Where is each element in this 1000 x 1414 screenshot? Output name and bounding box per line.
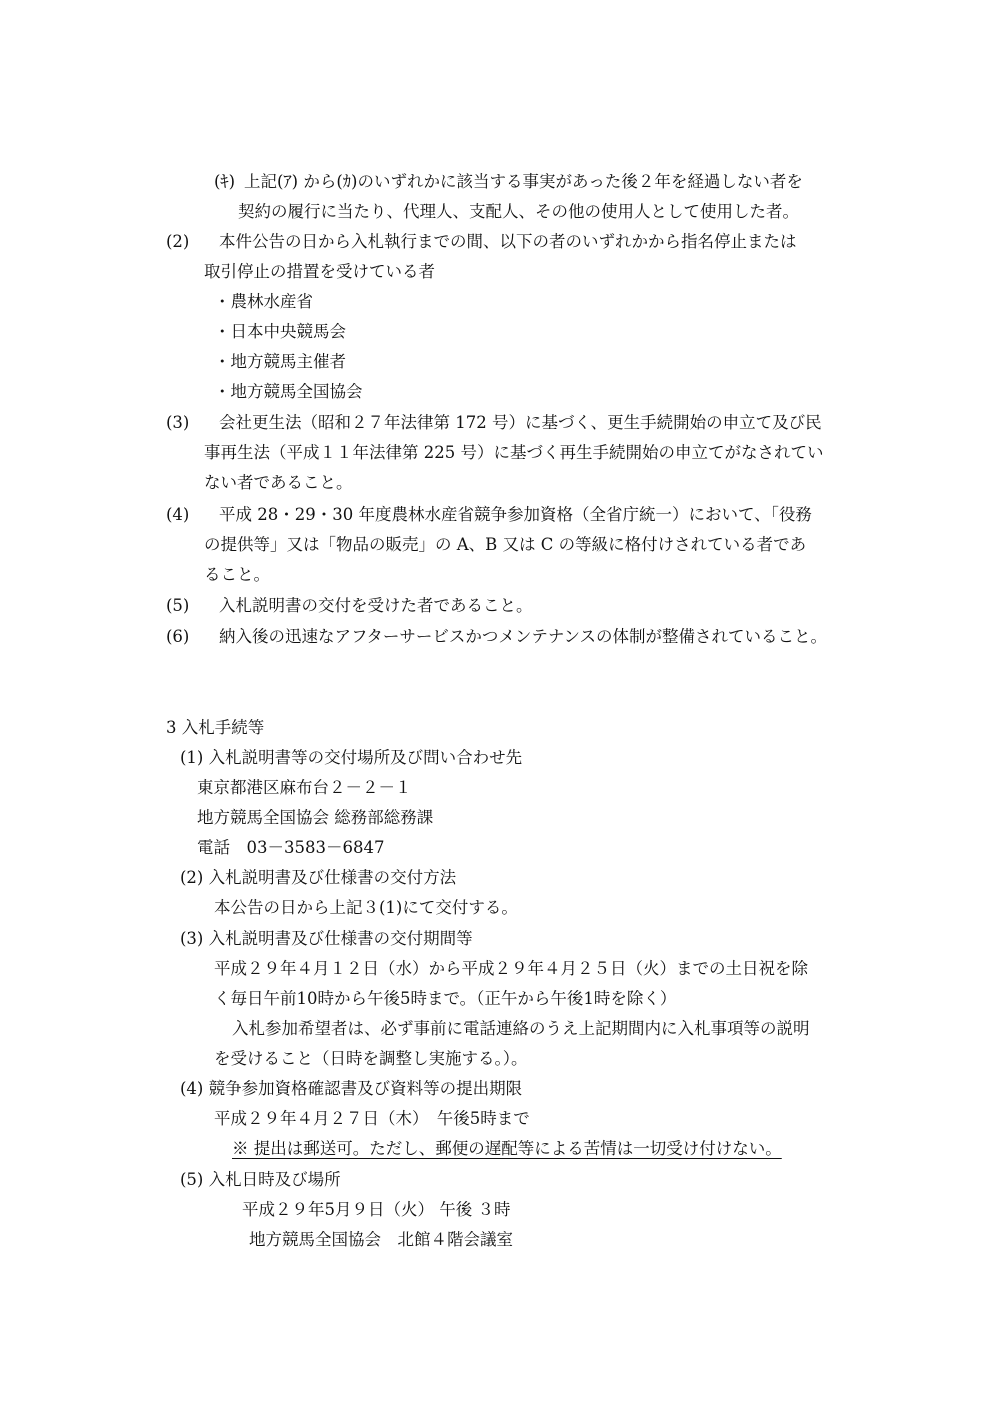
sub1-address: 東京都港区麻布台２－２－１ bbox=[197, 778, 412, 797]
item2-marker: (2) bbox=[166, 232, 190, 251]
item5-marker: (5) bbox=[166, 596, 190, 615]
item-ki-marker: (ｷ) bbox=[214, 172, 236, 191]
sub3-title: (3) 入札説明書及び仕様書の交付期間等 bbox=[180, 929, 473, 948]
sub1-phone: 電話 03－3583－6847 bbox=[197, 838, 385, 857]
item2-line2: 取引停止の措置を受けている者 bbox=[204, 262, 435, 281]
sub4-deadline: 平成２９年４月２７日（木） 午後5時まで bbox=[214, 1109, 530, 1128]
item4-line3: ること。 bbox=[204, 565, 270, 584]
sub3-line1: 平成２９年４月１２日（水）から平成２９年４月２５日（火）までの土日祝を除 bbox=[214, 959, 808, 978]
bullet-maff: ・農林水産省 bbox=[214, 292, 313, 311]
sub4-title: (4) 競争参加資格確認書及び資料等の提出期限 bbox=[180, 1079, 523, 1098]
sub1-title: (1) 入札説明書等の交付場所及び問い合わせ先 bbox=[180, 748, 523, 767]
bullet-local-racing-organizers: ・地方競馬主催者 bbox=[214, 352, 346, 371]
item3-line3: ない者であること。 bbox=[204, 473, 353, 492]
item-ki-line1: 上記(ｱ) から(ｶ)のいずれかに該当する事実があった後２年を経過しない者を bbox=[244, 172, 803, 191]
item4-marker: (4) bbox=[166, 505, 190, 524]
sub4-note: ※ 提出は郵送可。ただし、郵便の遅配等による苦情は一切受け付けない。 bbox=[232, 1139, 782, 1158]
item-ki-line2: 契約の履行に当たり、代理人、支配人、その他の使用人として使用した者。 bbox=[238, 202, 799, 221]
sub3-line4: を受けること（日時を調整し実施する。）。 bbox=[214, 1049, 528, 1068]
item3-line2: 事再生法（平成１１年法律第 225 号）に基づく再生手続開始の申立てがなされてい bbox=[204, 443, 824, 462]
sub5-datetime: 平成２９年5月９日（火） 午後 ３時 bbox=[242, 1200, 511, 1219]
item6-marker: (6) bbox=[166, 627, 190, 646]
item3-marker: (3) bbox=[166, 413, 190, 432]
section3-heading: 3 入札手続等 bbox=[166, 718, 265, 737]
item4-line2: の提供等」又は「物品の販売」の A、B 又は C の等級に格付けされている者であ bbox=[204, 535, 807, 554]
sub2-title: (2) 入札説明書及び仕様書の交付方法 bbox=[180, 868, 457, 887]
bullet-jra: ・日本中央競馬会 bbox=[214, 322, 346, 341]
sub2-body: 本公告の日から上記３(1)にて交付する。 bbox=[214, 898, 518, 917]
bullet-nar: ・地方競馬全国協会 bbox=[214, 382, 363, 401]
sub5-title: (5) 入札日時及び場所 bbox=[180, 1170, 341, 1189]
item2-line1: 本件公告の日から入札執行までの間、以下の者のいずれかから指名停止または bbox=[219, 232, 797, 251]
sub3-line2: く毎日午前10時から午後5時まで。（正午から午後1時を除く） bbox=[214, 989, 677, 1008]
item5-line1: 入札説明書の交付を受けた者であること。 bbox=[219, 596, 533, 615]
sub3-line3: 入札参加希望者は、必ず事前に電話連絡のうえ上記期間内に入札事項等の説明 bbox=[232, 1019, 810, 1038]
sub5-place: 地方競馬全国協会 北館４階会議室 bbox=[249, 1230, 513, 1249]
sub1-org: 地方競馬全国協会 総務部総務課 bbox=[197, 808, 434, 827]
item3-line1: 会社更生法（昭和２７年法律第 172 号）に基づく、更生手続開始の申立て及び民 bbox=[219, 413, 822, 432]
item4-line1: 平成 28・29・30 年度農林水産省競争参加資格（全省庁統一）において、「役務 bbox=[219, 505, 812, 524]
item6-line1: 納入後の迅速なアフターサービスかつメンテナンスの体制が整備されていること。 bbox=[219, 627, 828, 646]
